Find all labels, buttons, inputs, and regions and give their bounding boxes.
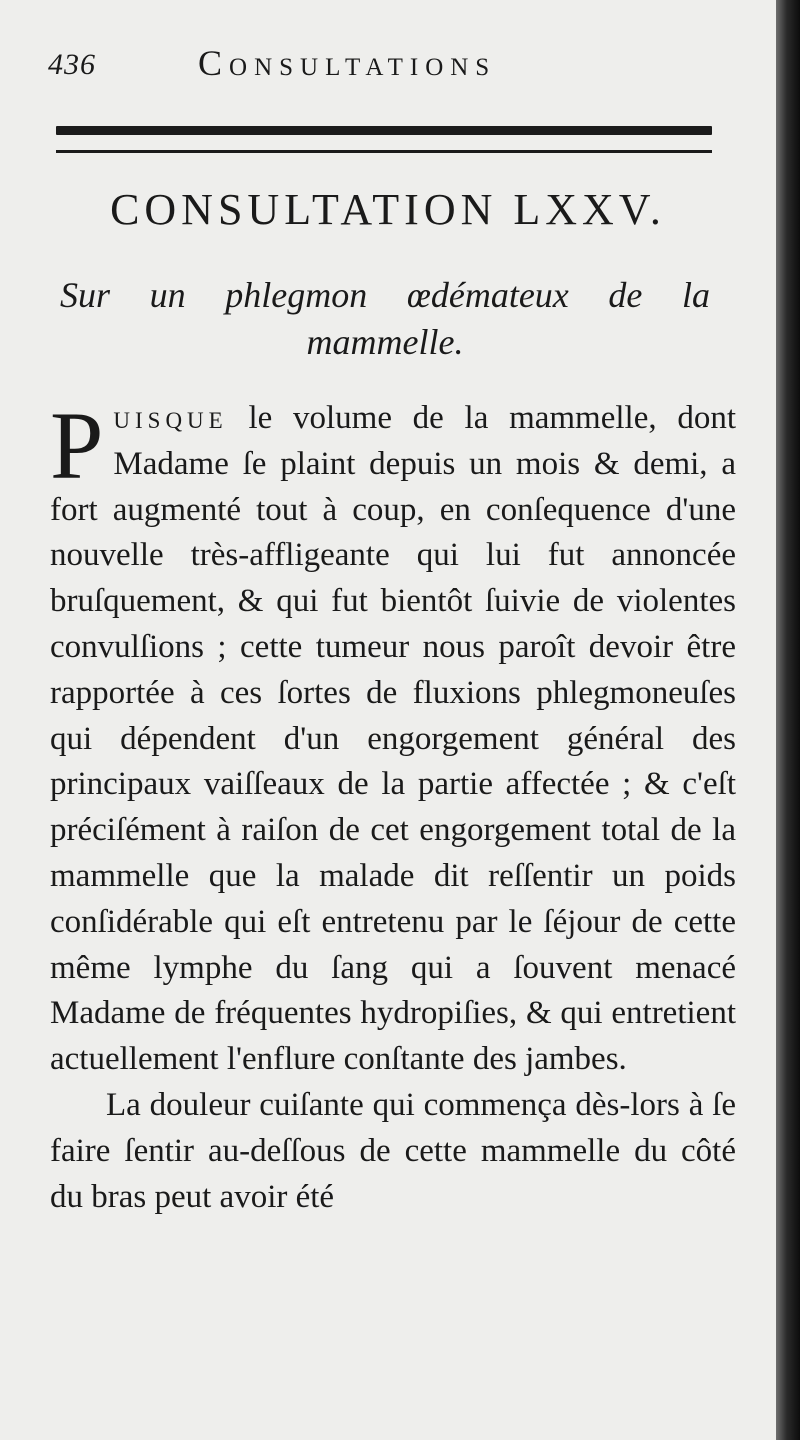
running-title: Consultations xyxy=(198,43,497,83)
chapter-subtitle: Sur un phlegmon œdémateux de la mammelle. xyxy=(60,275,710,362)
paragraph xyxy=(50,392,736,1083)
running-head xyxy=(48,36,708,92)
paragraph xyxy=(50,1083,736,1220)
chapter-title: CONSULTATION LXXV. xyxy=(110,185,666,234)
body-text xyxy=(50,392,736,1220)
paragraph-text: le volume de la mammelle, dont Madame ſe plaint depuis un mois & demi, a fort augmenté tout à coup, en conſequence d'une nouvelle très-affligeante qui lui fut annoncée bruſquement, & qui fut bientôt ſuivie de violentes convulſions ; cette tumeur nous paroît devoir être rapportée à ces ſortes de fluxions phlegmoneuſes qui dépendent d'un engorgement général des principaux vaiſſeaux de la partie affectée ; & c'eſt préciſément à raiſon de cet engorgement total de la mammelle que la malade dit reſſentir un poids conſidérable qui eſt entretenu par le ſéjour de cette même lymphe du ſang qui a ſouvent menacé Madame de fréquentes hydropiſies, & qui entretient actuellement l'enflure conſtante des jambes. xyxy=(50,400,736,1078)
ornamental-rule-thin xyxy=(56,150,712,153)
paragraph-text: La douleur cuiſante qui commença dès-lors à ſe faire ſentir au-deſſous de cette mammelle du côté du bras peut avoir été xyxy=(50,1086,736,1215)
opening-word: uisque xyxy=(113,400,228,436)
drop-cap: P xyxy=(50,392,104,499)
page-number: 436 xyxy=(48,48,96,81)
page-edge-shadow xyxy=(776,0,800,1440)
ornamental-rule xyxy=(56,126,712,135)
